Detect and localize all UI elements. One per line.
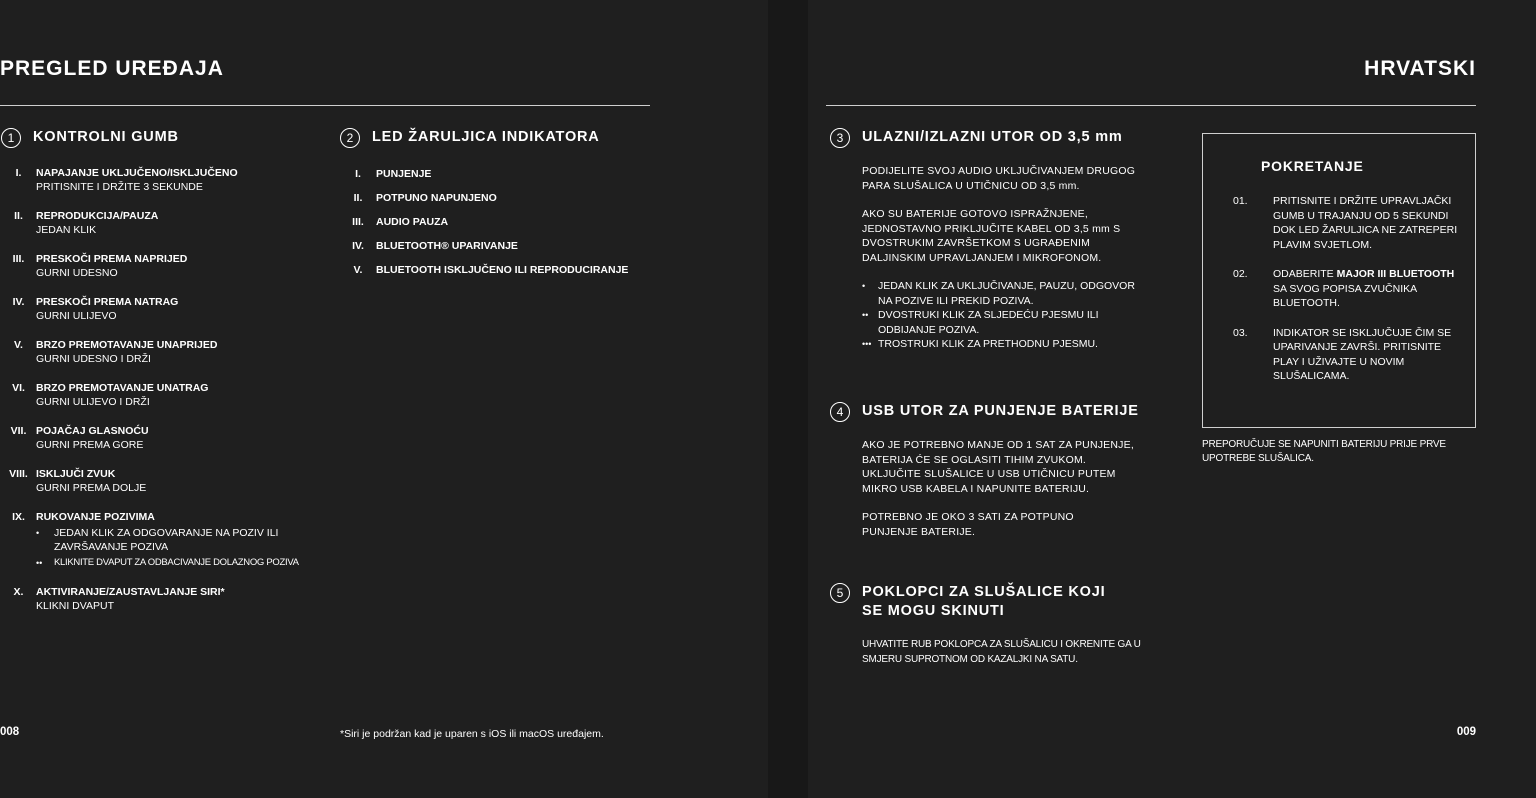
list-item: VI. BRZO PREMOTAVANJE UNATRAG GURNI ULIJEVO I DRŽI — [12, 382, 209, 408]
list-item: VII. POJAČAJ GLASNOĆU GURNI PREMA GORE — [10, 425, 149, 451]
section-heading — [1, 128, 331, 148]
list-item: •• DVOSTRUKI KLIK ZA SLJEDEĆU PJESMU ILI ODBIJANJE POZIVA. — [862, 309, 1099, 336]
list-item: II. REPRODUKCIJA/PAUZA JEDAN KLIK — [14, 210, 159, 236]
list-item: V. BRZO PREMOTAVANJE UNAPRIJED GURNI UDESNO I DRŽI — [14, 339, 218, 365]
list-item: VIII. ISKLJUČI ZVUK GURNI PREMA DOLJE — [9, 468, 147, 494]
startup-steps — [1233, 194, 1463, 399]
list-item: V. BLUETOOTH ISKLJUČENO ILI REPRODUCIRANJE — [353, 264, 629, 276]
list-item: III. AUDIO PAUZA — [352, 216, 449, 228]
section-heading — [830, 402, 1150, 422]
control-list — [1, 166, 331, 613]
divider-right — [826, 105, 1476, 106]
footnote: *Siri je podržan kad je uparen s iOS ili macOS uređajem. — [340, 728, 604, 740]
section-heading — [340, 128, 650, 148]
section-title: LED ŽARULJICA INDIKATORA — [372, 129, 600, 145]
section-number-badge: 3 — [830, 128, 850, 148]
list-item: • JEDAN KLIK ZA UKLJUČIVANJE, PAUZU, ODGOVOR NA POZIVE ILI PREKID POZIVA. — [862, 280, 1135, 307]
section-number-badge: 5 — [830, 583, 850, 603]
charge-note: PREPORUČUJE SE NAPUNITI BATERIJU PRIJE PRVE UPOTREBE SLUŠALICA. — [1202, 439, 1446, 464]
startup-heading: POKRETANJE — [1261, 158, 1364, 174]
list-item: I. PUNJENJE — [355, 168, 432, 180]
list-item: IV. BLUETOOTH® UPARIVANJE — [352, 240, 518, 252]
list-item: IV. PRESKOČI PREMA NATRAG GURNI ULIJEVO — [12, 296, 179, 322]
section-number-badge: 2 — [340, 128, 360, 148]
page-number-right: 009 — [1456, 726, 1476, 738]
list-item: I. NAPAJANJE UKLJUČENO/ISKLJUČENO PRITISNITE I DRŽITE 3 SEKUNDE — [15, 167, 238, 193]
section-audio-port — [830, 128, 1150, 352]
divider-left — [0, 105, 650, 106]
section-body: AKO JE POTREBNO MANJE OD 1 SAT ZA PUNJENJE, BATERIJA ĆE SE OGLASITI TIHIM ZVUKOM. UKLJUČITE SLUŠALICE U USB UTIČNICU PUTEM MIKRO USB KABELA I NAPUNITE BATERIJU. POTREBNO JE OKO 3 SATI ZA POTPUNO PUNJENJE BATERIJE. — [862, 439, 1134, 538]
section-heading — [830, 583, 1150, 621]
section-heading — [830, 128, 1150, 148]
section-title: ULAZNI/IZLAZNI UTOR OD 3,5 mm — [862, 129, 1123, 145]
section-body: UHVATITE RUB POKLOPCA ZA SLUŠALICU I OKRENITE GA U SMJERU SUPROTNOM OD KAZALJKI NA SATU. — [862, 639, 1141, 665]
step-item: 03. INDIKATOR SE ISKLJUČUJE ČIM SE UPARIVANJE ZAVRŠI. PRITISNITE PLAY I UŽIVAJTE U NOVIM SLUŠALICAMA. — [1233, 326, 1452, 382]
section-number-badge: 1 — [1, 128, 21, 148]
page-title-right: HRVATSKI — [1364, 57, 1476, 80]
startup-box — [1202, 133, 1476, 428]
page-number-left: 008 — [0, 726, 20, 738]
list-item: III. PRESKOČI PREMA NAPRIJED GURNI UDESNO — [12, 253, 188, 279]
list-item-call-handling: IX. RUKOVANJE POZIVIMA • JEDAN KLIK ZA ODGOVARANJE NA POZIV ILI ZAVRŠAVANJE POZIVA •• KLIKNITE DVAPUT ZA ODBACIVANJE DOLAZNOG POZIVA — [12, 511, 299, 568]
list-item: X. AKTIVIRANJE/ZAUSTAVLJANJE SIRI* KLIKNI DVAPUT — [13, 586, 225, 612]
list-item: II. POTPUNO NAPUNJENO — [353, 192, 497, 204]
section-title: KONTROLNI GUMB — [33, 129, 179, 145]
sub-item: •• KLIKNITE DVAPUT ZA ODBACIVANJE DOLAZNOG POZIVA — [36, 557, 299, 568]
section-usb-port — [830, 402, 1150, 539]
page-title-left: PREGLED UREĐAJA — [0, 57, 224, 80]
list-item: ••• TROSTRUKI KLIK ZA PRETHODNU PJESMU. — [862, 338, 1098, 350]
section-number-badge: 4 — [830, 402, 850, 422]
section-body: PODIJELITE SVOJ AUDIO UKLJUČIVANJEM DRUGOG PARA SLUŠALICA U UTIČNICU OD 3,5 mm. AKO SU BATERIJE GOTOVO ISPRAŽNJENE, JEDNOSTAVNO PRIKLJUČITE KABEL OD 3,5 mm S DVOSTRUKIM ZAVRŠETKOM S UGRAĐENIM DALJINSKIM UPRAVLJANJEM I MIKROFONOM. • JEDAN KLIK ZA UKLJUČIVANJE, PAUZU, ODGOVOR NA POZIVE ILI PREKID POZIVA. •• DVOSTRUKI KLIK ZA SLJEDEĆU PJESMU ILI ODBIJANJE POZIVA. ••• TROSTRUKI KLIK ZA PRETHODNU PJESMU. — [862, 165, 1136, 350]
page-gutter — [768, 0, 808, 798]
section-removable-covers — [830, 583, 1150, 667]
step-item: 02. ODABERITE MAJOR III BLUETOOTH SA SVOG POPISA ZVUČNIKA BLUETOOTH. — [1233, 268, 1455, 309]
section-control-button — [1, 128, 331, 628]
section-title: USB UTOR ZA PUNJENJE BATERIJE — [862, 403, 1139, 419]
sub-item: • JEDAN KLIK ZA ODGOVARANJE NA POZIV ILI ZAVRŠAVANJE POZIVA — [36, 527, 279, 553]
section-led-indicator — [340, 128, 650, 287]
bullet-list — [862, 279, 1137, 352]
led-list — [340, 167, 650, 277]
section-title: POKLOPCI ZA SLUŠALICE KOJI SE MOGU SKINUTI — [862, 584, 1106, 619]
step-item: 01. PRITISNITE I DRŽITE UPRAVLJAČKI GUMB U TRAJANJU OD 5 SEKUNDI DOK LED ŽARULJICA NE ZATREPERI PLAVIM SVJETLOM. — [1233, 195, 1458, 251]
